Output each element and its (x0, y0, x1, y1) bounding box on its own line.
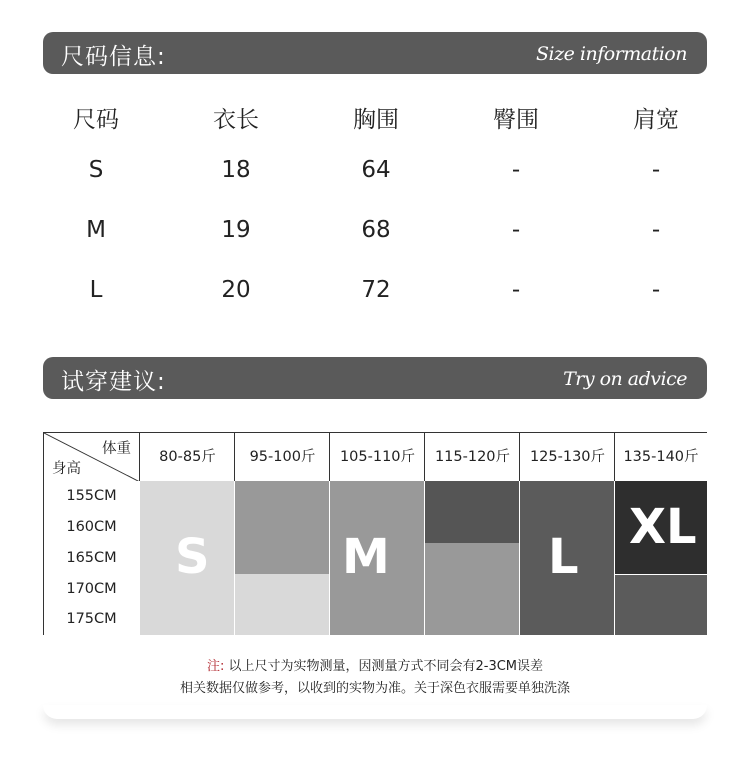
grid-corner (44, 433, 140, 482)
card-shadow (43, 705, 707, 719)
advice-subtitle: Try on advice (563, 368, 687, 390)
note-line-1 (0, 655, 750, 674)
cell: 20 (221, 277, 251, 303)
cell: - (651, 277, 661, 303)
height-row-label: 155CM (44, 481, 140, 513)
fit-cell-m (424, 574, 520, 606)
fit-cell-s (234, 574, 330, 606)
height-row-label: 175CM (44, 605, 140, 635)
weight-col-header: 105-110斤 (329, 433, 425, 482)
advice-banner (43, 357, 707, 399)
header-length: 衣长 (213, 107, 259, 133)
header-chest: 胸围 (353, 107, 399, 133)
header-size: 尺码 (73, 107, 119, 133)
size-row-s (26, 150, 726, 210)
cell: 19 (221, 217, 251, 243)
fit-cell-s (139, 481, 235, 513)
fit-cell-m (424, 543, 520, 575)
cell: - (651, 157, 661, 183)
size-info-subtitle: Size information (536, 43, 687, 65)
height-row-label: 170CM (44, 574, 140, 606)
fit-cell-m (234, 481, 330, 513)
weight-col-header: 80-85斤 (139, 433, 235, 482)
advice-grid (43, 432, 707, 635)
fit-cell-m (329, 605, 425, 635)
size-label-m: M (342, 529, 390, 585)
height-row-label: 165CM (44, 543, 140, 575)
size-row-m (26, 210, 726, 270)
weight-col-header: 95-100斤 (234, 433, 330, 482)
fit-cell-m (234, 543, 330, 575)
fit-cell-m (424, 605, 520, 635)
fit-cell-l (614, 605, 707, 635)
fit-cell-l (614, 574, 707, 606)
cell: - (511, 277, 521, 303)
advice-title: 试穿建议: (61, 369, 166, 395)
size-row-l (26, 270, 726, 330)
height-row-label: 160CM (44, 512, 140, 544)
size-info-title: 尺码信息: (61, 44, 166, 70)
cell: 72 (361, 277, 391, 303)
fit-cell-l (424, 512, 520, 544)
size-label-l: L (548, 529, 579, 585)
header-hip: 臀围 (493, 107, 539, 133)
note-text-1: 以上尺寸为实物测量，因测量方式不同会有2-3CM误差 (228, 659, 544, 674)
corner-weight-label: 体重 (102, 441, 131, 457)
cell: - (511, 217, 521, 243)
size-table (26, 100, 726, 330)
fit-cell-l (519, 605, 615, 635)
weight-col-header: 125-130斤 (519, 433, 615, 482)
cell: - (511, 157, 521, 183)
note-text-2: 相关数据仅做参考，以收到的实物为准。关于深色衣服需要单独洗涤 (179, 681, 570, 696)
size-label-xl: XL (629, 499, 697, 555)
note-prefix: 注: (206, 659, 225, 674)
cell: - (651, 217, 661, 243)
fit-cell-l (424, 481, 520, 513)
weight-col-header: 115-120斤 (424, 433, 520, 482)
corner-height-label: 身高 (52, 461, 81, 477)
weight-col-header: 135-140斤 (614, 433, 707, 482)
size-label-s: S (175, 529, 210, 585)
fit-cell-m (234, 512, 330, 544)
cell: M (86, 217, 106, 243)
cell: S (88, 157, 104, 183)
cell: 68 (361, 217, 391, 243)
fit-cell-s (234, 605, 330, 635)
fit-cell-s (139, 605, 235, 635)
fit-cell-l (519, 481, 615, 513)
size-info-banner (43, 32, 707, 74)
fit-cell-m (329, 481, 425, 513)
cell: L (89, 277, 103, 303)
cell: 18 (221, 157, 251, 183)
header-shoulder: 肩宽 (633, 107, 679, 133)
note-line-2 (0, 677, 750, 696)
cell: 64 (361, 157, 391, 183)
